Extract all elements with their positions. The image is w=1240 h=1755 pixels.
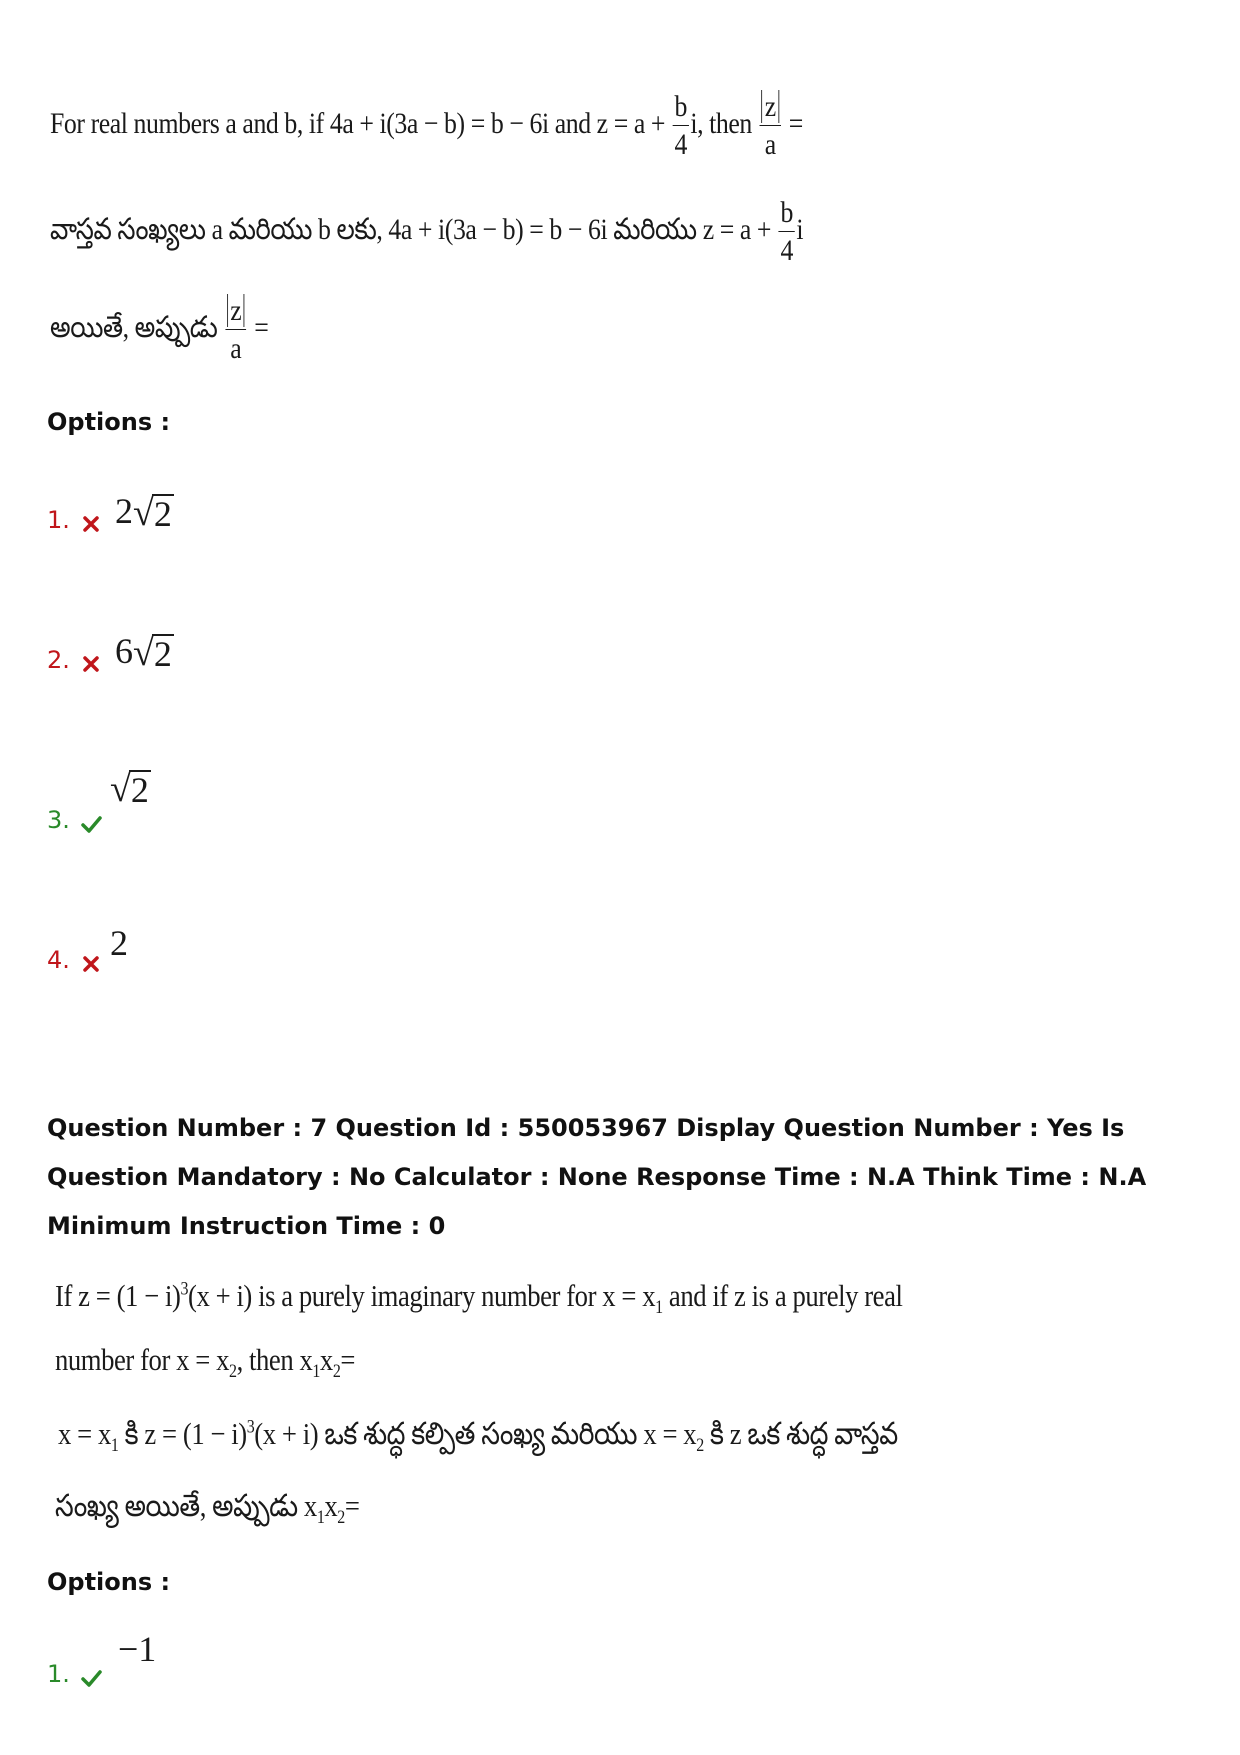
mod-z: z: [761, 90, 779, 123]
q7-te-l1b: కి z = (1 − i): [118, 1416, 247, 1451]
q6-option-4: [47, 946, 102, 975]
q7-en-l1c: and if z is a purely real: [662, 1278, 903, 1313]
q7-english-line1: [55, 1278, 902, 1319]
q6-en-part2: i, then: [690, 106, 752, 140]
sqrt-icon: √: [133, 492, 154, 534]
frac-denominator-a: a: [764, 128, 776, 161]
subscript: 2: [337, 1507, 345, 1529]
coefficient: 6: [115, 631, 133, 671]
q6-te-line2-text: అయితే, అప్పుడు: [50, 310, 218, 344]
q7-te-l2b: x: [324, 1488, 338, 1523]
radicand: 2: [153, 494, 172, 534]
subscript: 2: [696, 1435, 704, 1457]
q7-telugu-line1: [58, 1416, 898, 1459]
q6-telugu-line1: [50, 198, 803, 266]
te-b-over-4-fraction: [779, 198, 795, 266]
q7-en-l2d: =: [340, 1342, 355, 1377]
q7-en-l2a: number for x = x: [55, 1342, 230, 1377]
te-frac-numerator: b: [779, 198, 795, 232]
radicand: 2: [153, 634, 172, 674]
te-equals-sign: =: [254, 310, 269, 344]
te-mod-z: z: [227, 294, 245, 327]
option-number: 2.: [47, 646, 70, 674]
option-number: 1.: [47, 1660, 70, 1688]
radicand: 2: [130, 770, 149, 810]
q6-option-2: [47, 646, 102, 675]
sqrt-icon: √: [133, 632, 154, 674]
option-number: 4.: [47, 946, 70, 974]
q7-option-1: [47, 1660, 102, 1689]
exponent: 3: [180, 1278, 189, 1300]
q7-options-heading: Options :: [47, 1568, 171, 1596]
q7-te-l2a: సంఖ్య అయితే, అప్పుడు x: [55, 1488, 317, 1523]
cross-icon: [80, 513, 102, 535]
q7-english-line2: [55, 1342, 355, 1383]
option-number: 1.: [47, 506, 70, 534]
q7-te-l1a: x = x: [58, 1416, 111, 1451]
q7-en-l2c: x: [319, 1342, 333, 1377]
q7-te-l1d: కి z ఒక శుద్ధ వాస్తవ: [703, 1416, 898, 1451]
frac-denominator: 4: [674, 128, 687, 161]
q6-option-4-value: 2: [110, 923, 128, 963]
coefficient: 2: [115, 491, 133, 531]
subscript: 1: [316, 1507, 325, 1529]
q6-options-heading: Options :: [47, 408, 171, 436]
q6-english-text: [50, 92, 803, 160]
frac-numerator: b: [673, 92, 689, 126]
subscript: 1: [312, 1361, 320, 1383]
check-icon: [80, 1667, 102, 1689]
q6-option-3: [47, 806, 102, 835]
q6-te-part1: వాస్తవ సంఖ్యలు a మరియు b లకు, 4a + i(3a − b) = b − 6i మరియు z = a +: [50, 212, 772, 246]
q7-te-l2c: =: [344, 1488, 360, 1523]
q6-option-1-value: [115, 490, 174, 532]
subscript: 1: [110, 1435, 119, 1457]
subscript: 2: [332, 1361, 341, 1383]
b-over-4-fraction: [673, 92, 689, 160]
q6-telugu-line2: [50, 296, 268, 364]
q6-option-2-value: [115, 630, 174, 672]
exponent: 3: [246, 1416, 255, 1438]
te-imag-unit: i: [796, 212, 804, 246]
te-frac-denominator: 4: [780, 234, 793, 267]
mod-z-over-a-fraction: [760, 92, 781, 160]
q6-en-part1: For real numbers a and b, if 4a + i(3a − b) = b − 6i and z = a +: [50, 106, 666, 140]
q7-en-l2b: , then x: [236, 1342, 313, 1377]
q7-telugu-line2: [55, 1488, 359, 1531]
equals-sign: =: [788, 106, 803, 140]
te-frac-denominator-a: a: [230, 332, 242, 365]
q6-option-1: [47, 506, 102, 535]
q7-en-l1b: (x + i) is a purely imaginary number for x = x: [188, 1278, 656, 1313]
cross-icon: [80, 653, 102, 675]
sqrt-icon: √: [110, 768, 131, 810]
subscript: 1: [655, 1297, 663, 1319]
subscript: 2: [229, 1361, 237, 1383]
option-number: 3.: [47, 806, 70, 834]
te-mod-z-over-a-fraction: [225, 296, 246, 364]
q7-option-1-value: −1: [118, 1629, 157, 1669]
q7-metadata: Question Number : 7 Question Id : 550053967 Display Question Number : Yes Is Question Mandatory : No Calculator : None Response Time : N.A Think Time : N.A Minimum Instruction Time : 0: [47, 1114, 1147, 1240]
q7-en-l1a: If z = (1 − i): [55, 1278, 181, 1313]
q7-te-l1c: (x + i) ఒక శుద్ధ కల్పిత సంఖ్య మరియు x = x: [254, 1416, 697, 1451]
cross-icon: [80, 953, 102, 975]
q6-option-3-value: [110, 770, 151, 817]
check-icon: [80, 813, 102, 835]
